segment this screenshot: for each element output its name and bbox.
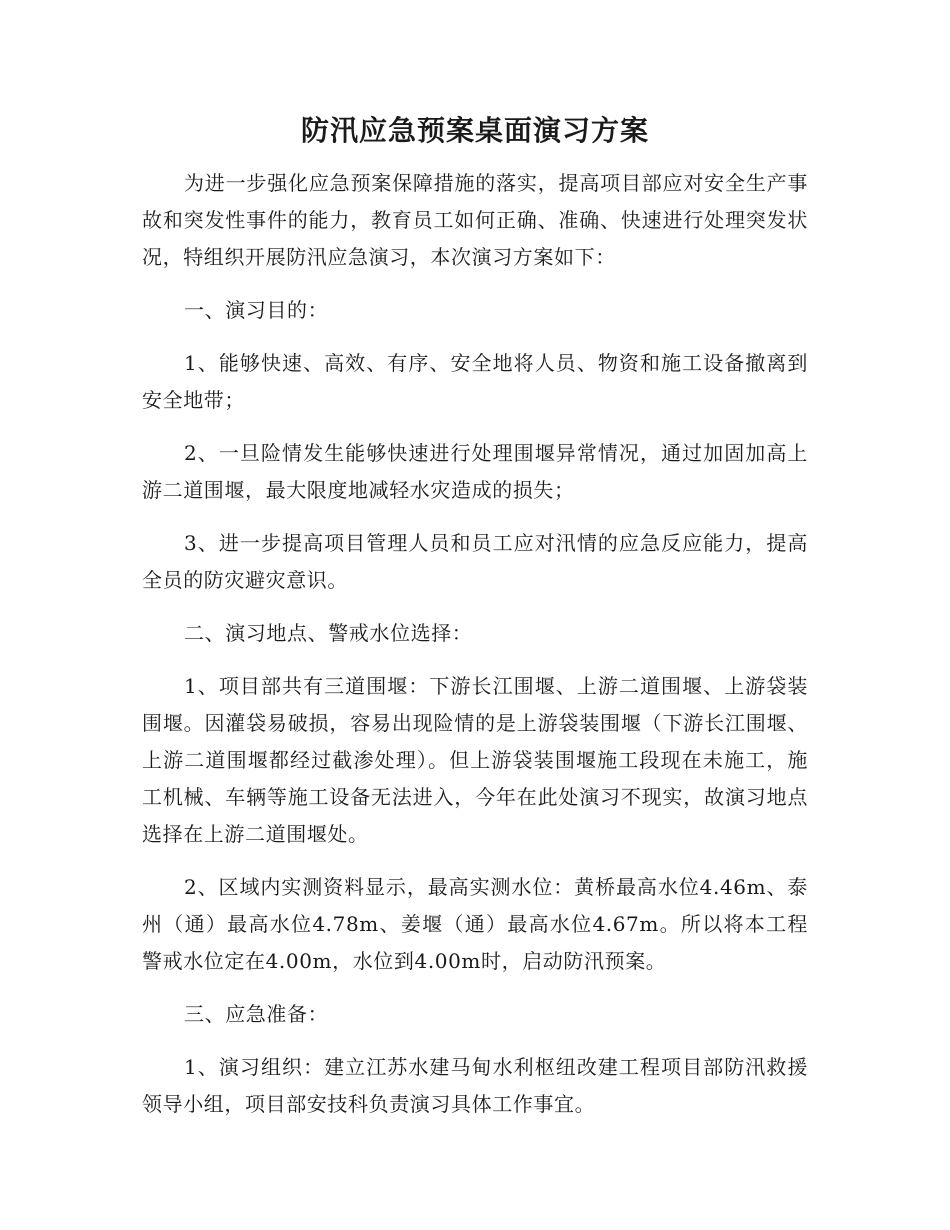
section-heading-location: 二、演习地点、警戒水位选择： [184, 621, 473, 645]
section-heading-preparation: 三、应急准备： [184, 1002, 329, 1026]
purpose-item-3: 3、进一步提高项目管理人员和员工应对汛情的应急反应能力，提高全员的防灾避灾意识。 [142, 531, 808, 592]
document-body [142, 165, 808, 1139]
location-item-2: 2、区域内实测资料显示，最高实测水位：黄桥最高水位4.46m、泰州（通）最高水位4.78m、姜堰（通）最高水位4.67m。所以将本工程警戒水位定在4.00m，水位到4.00m时，启动防汛预案。 [142, 875, 808, 973]
intro-paragraph: 为进一步强化应急预案保障措施的落实，提高项目部应对安全生产事故和突发性事件的能力，教育员工如何正确、准确、快速进行处理突发状况，特组织开展防汛应急演习，本次演习方案如下： [142, 171, 808, 269]
purpose-item-2: 2、一旦险情发生能够快速进行处理围堰异常情况，通过加固加高上游二道围堰，最大限度地减轻水灾造成的损失； [142, 441, 808, 502]
preparation-item-1: 1、演习组织：建立江苏水建马甸水利枢纽改建工程项目部防汛救援领导小组，项目部安技科负责演习具体工作事宜。 [142, 1055, 808, 1116]
purpose-item-1: 1、能够快速、高效、有序、安全地将人员、物资和施工设备撤离到安全地带； [142, 351, 808, 412]
document-title: 防汛应急预案桌面演习方案 [300, 114, 649, 147]
section-heading-purpose: 一、演习目的： [184, 298, 329, 322]
location-item-1: 1、项目部共有三道围堰：下游长江围堰、上游二道围堰、上游袋装围堰。因灌袋易破损，容易出现险情的是上游袋装围堰（下游长江围堰、上游二道围堰都经过截渗处理）。但上游袋装围堰施工段现在未施工，施工机械、车辆等施工设备无法进入，今年在此处演习不现实，故演习地点选择在上游二道围堰处。 [142, 674, 808, 846]
